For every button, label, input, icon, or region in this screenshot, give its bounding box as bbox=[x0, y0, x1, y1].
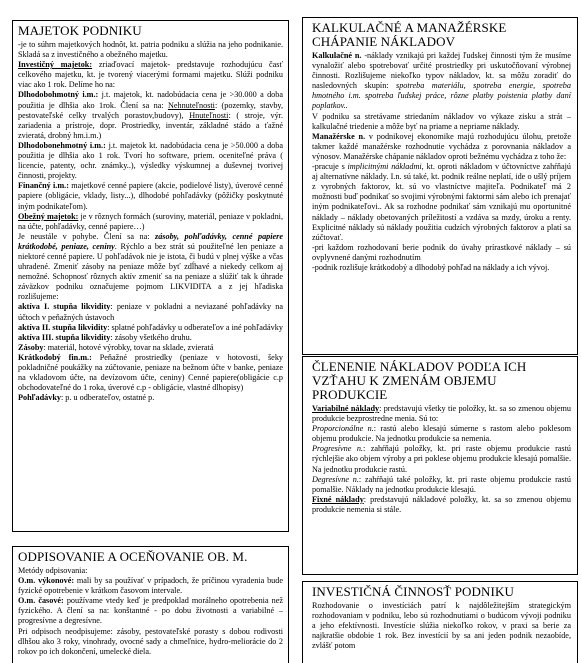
d-label: Degresívne n. bbox=[312, 474, 359, 484]
f-paragraph bbox=[312, 495, 571, 515]
a2-paragraph bbox=[18, 323, 283, 333]
m-bullet-1 bbox=[312, 162, 571, 243]
pr-text: : zahŕňajú položky, kt. pri raste objemu produkcie rastú rýchlejšie ako objem výroby a pri poklese objemu produkcie klesajú pomalšie. Na jednotku produkcie rastú. bbox=[312, 444, 571, 474]
a3-label: aktíva III. stupňa likvidity bbox=[18, 332, 111, 342]
majetok-title: MAJETOK PODNIKU bbox=[18, 23, 142, 38]
ob-text: je v rôznych formách (suroviny, materiál, peniaze v pokladni, na účte, pohľadávky, cenné papiere…) bbox=[18, 211, 283, 231]
k-label: Kalkulačné n. bbox=[312, 51, 362, 60]
f-text: : predstavujú nákladové položky, kt. sa so zmenou objemu produkcie nemenia si stále. bbox=[312, 494, 571, 514]
k-text: -náklady vznikajú pri každej ľudskej činnosti tým že musíme vynaložiť alebo spotrebovať určité prostriedky pri uskutočňovaní výrobnej činnosti. Rozlišujeme niekoľko typov nákladov, kt. sa môžu zoradiť do nasledovných skupín: bbox=[312, 51, 571, 91]
dh-label: Dlhodobohmotný i.m.: bbox=[18, 90, 99, 100]
zas-label: Zásoby bbox=[18, 342, 44, 352]
clenenie-body bbox=[312, 404, 571, 515]
zas-paragraph bbox=[18, 343, 283, 353]
d-text: : zahŕňajú také položky, kt. pri raste objemu produkcie rastú pomalšie. Náklady na jednotku produkcie klesajú. bbox=[312, 474, 571, 494]
a1-label: aktíva I. stupňa likvidity bbox=[18, 302, 111, 312]
m-b1b: , kt. oproti nákladom v účtovníctve zahŕňajú aj alternatívne náklady. I.n. sú také, kt. podnik reálne neplatí, ide o ušlý príjem z vyrobných faktorov, kt. sú vo vlastníctve majiteľa. Podnikateľ má 2 možnosti buď podnikať so svojimi výrobnými faktormi sám alebo ich prenajať iným podnikateľovi.. Ak sa rozhodne podnikať sám vznikajú mu oportunitné náklady – náklady obetovaných príležitostí a vzdáva sa mzdy, úroku a renty. Explicitné náklady sú náklady použitia cudzích výrobných faktorov a platí sa zúčtovať. bbox=[312, 162, 571, 242]
dn-label: Dlhodobonehmotný i.m.: bbox=[18, 140, 106, 150]
ob-p2-italic: zásoby, pohľadávky, cenné papiere krátkodobé, peniaze, ceniny bbox=[18, 231, 283, 251]
vyk-text: mali by sa používať v prípadoch, že príčinou vyradenia bude fyzické opotrebenie v krátkom časovom intervale. bbox=[18, 576, 284, 596]
ob-p2a: Je neustále v pohybe. Člení sa na: bbox=[18, 231, 156, 241]
nehn-text: : (pozemky, stavby, pestovateľské celky trvalých porastov,budovy), bbox=[18, 100, 284, 120]
ob-paragraph-2 bbox=[18, 232, 283, 303]
metody-line: Metódy odpisovania: bbox=[18, 566, 88, 575]
p-label: Proporcionálne n. bbox=[312, 424, 374, 434]
m-bullet-3: -podnik rozlišuje krátkodobý a dlhodobý pohľad na náklady a ich vývoj. bbox=[312, 262, 550, 272]
hnut-label: Hnuteľnosti bbox=[189, 110, 229, 120]
inv-label: Investičný majetok: bbox=[18, 60, 93, 70]
pr-label: Progresívne n. bbox=[312, 444, 363, 454]
investicna-body bbox=[312, 601, 571, 651]
hnut-text: : ( stroje, výr. zariadenia a prístroje, dopr. Prostriedky, inventár, základné stádo a ťažné zvieratá, drobný hm.i.m.) bbox=[18, 110, 284, 140]
nehn-label: Nehnuteľnosti bbox=[167, 100, 215, 110]
m-text: v podnikovej ekonomike majú rozhodujúcu úlohu, pretože takmer každé manažérske rozhodnutie vychádza z porovnania nákladov a výnosov. Manažérske chápanie nákladov oproti bežnému vychádza z toho že: bbox=[312, 131, 571, 161]
p-paragraph bbox=[312, 424, 571, 444]
vyk-paragraph bbox=[18, 576, 283, 596]
m-paragraph bbox=[312, 132, 571, 162]
dh-text: j.t. majetok, kt. nadobúdacia cena je >30.000 a doba použitia je dlhšia ako 1rok. Člení sa na: bbox=[18, 90, 283, 110]
vyk-label: O.m. výkonové: bbox=[18, 576, 75, 586]
dn-text: j.t. majetok kt. nadobúdacia cena je >50.000 a doba použitia je dlhšia ako 1 rok. Tvorí ho software, priem. oceniteľné práva ( licencie, patenty, ochr. známky..), výsledky výskumnej a duševnej tvorivej činnosti, projekty. bbox=[18, 140, 283, 181]
a1-paragraph bbox=[18, 302, 283, 322]
fin-text: majetkové cenné papiere (akcie, podielové listy), úverové cenné papiere (obligácie, vklady, listy...), dlhodobé pohľadávky (pôžičky poskytnuté iným podnikateľom). bbox=[18, 181, 283, 211]
investicna-box bbox=[302, 581, 578, 663]
kr-label: Krátkodobý fin.m.: bbox=[18, 352, 92, 362]
ob-p2b: . Rýchlo a bez strát sú použiteľné len peniaze a niektoré cenné papiere. U pohľadávok nie je istota, či budú v plnej výške a včas uhradené. Zmeniť zásoby na peniaze môže byť zdĺhavé a niekedy celkom aj nemožné. Schopnosť rôznych aktív zmeniť sa na peniaze a slúžiť tak k úhrade záväzkov podniku označujeme pojmom LIKVIDITA a z jej hľadiska rozlišujeme: bbox=[18, 241, 283, 302]
pri-paragraph: Pri odpisoch neodpisujeme: zásoby, pestovateľské porasty s dobou rodivosti dlhšou ako 3 roky, vinohrady, ovocné sady a chmeľnice, hydro-meliorácie do 2 rokov po ich dokončení, umelecké diela. bbox=[18, 626, 283, 656]
m-label: Manažérske n. bbox=[312, 131, 366, 141]
a3-paragraph bbox=[18, 333, 283, 343]
a3-text: : zásoby všetkého druhu. bbox=[110, 332, 192, 342]
dn-paragraph bbox=[18, 141, 283, 181]
kr-text: Peňažné prostriedky (peniaze v hotovosti, šeky pokladničné poukážky na zúčtovanie, peniaze na bežnom účte v banke, peniaze na vkladovom účte, na devízovom účte, ceniny) Cenné papiere(obligácie c.p obchodovateľné do 1 roka, úverové c.p - obligácie, vlastné dlhopisy) bbox=[18, 352, 284, 393]
clenenie-box bbox=[302, 356, 578, 575]
cas-paragraph bbox=[18, 596, 283, 626]
k-paragraph bbox=[312, 51, 571, 112]
inv-paragraph bbox=[18, 60, 283, 90]
odpisovanie-box bbox=[12, 546, 289, 663]
p-text: : rastú alebo klesajú súmerne s rastom alebo poklesom objemu produkcie. Na jednotku produkcie sa nemenia. bbox=[312, 424, 571, 444]
odpisovanie-title: ODPISOVANIE A OCEŇOVANIE OB. M. bbox=[18, 549, 248, 564]
a2-text: : splatné pohľadávky u odberateľov a iné pohľadávky bbox=[107, 322, 283, 332]
cas-label: O.m. časové: bbox=[18, 596, 64, 606]
d-paragraph bbox=[312, 475, 571, 495]
majetok-intro: -je to súhrn majetkových hodnôt, kt. patria podniku a slúžia na jeho podnikanie. Skladá sa z investičného a obežného majetku. bbox=[18, 40, 283, 60]
investicna-title: INVESTIČNÁ ČINNOSŤ PODNIKU bbox=[312, 584, 514, 599]
investicna-text: Rozhodovanie o investíciách patrí k najdôležitejším strategickým rozhodovaniam v podniku, lebo sú rozhodnutiami o budúcom vývoji podniku a jeho efektívnosti. Investície slúžia niekoľko rokov, v praxi sa berie za najkratšie obdobie 1 rok. Bez investícií by sa ani jeden podnik nezaobíde, zvlášť potom bbox=[312, 601, 571, 651]
dh-paragraph bbox=[18, 90, 283, 140]
v-label: Variabilné náklady bbox=[312, 404, 380, 413]
zas-text: : materiál, hotové výrobky, tovar na sklade, zvieratá bbox=[43, 342, 214, 352]
cas-text: používame vtedy keď je predpoklad morálneho opotrebenia než fyzického. A člení sa na: konštantné - po dobu životnosti a variabilné – progresívne a degresívne. bbox=[18, 596, 283, 626]
poh-text: : p. u odberateľov, ostatné p. bbox=[60, 393, 155, 403]
m-bullet-2: -pri každom rozhodovaní berie podnik do úvahy prírastkové náklady – sú ovplyvnené danými rozhodnutím bbox=[312, 242, 571, 262]
poh-paragraph bbox=[18, 393, 283, 403]
kalkulacne-body bbox=[312, 51, 571, 273]
m-b1a: -pracuje s bbox=[312, 162, 348, 172]
inv-text: zriaďovací majetok- predstavuje rozhodujúcu časť celkového majetku, kt. je tvorený viacerými formami majetku. Slúži podniku viac ako 1 rok. Delíme ho na: bbox=[18, 60, 283, 90]
v-paragraph bbox=[312, 404, 571, 424]
kalkulacne-title: KALKULAČNÉ A MANAŽÉRSKE CHÁPANIE NÁKLADOV bbox=[312, 20, 507, 49]
k-italic: spotreba materiálu, spotreba energie, spotreba hmotného i.m. spotreba ľudskej práce, rôzne platby poistenia platby daní poplatkov.. bbox=[312, 81, 571, 111]
kalkulacne-box bbox=[302, 17, 578, 355]
fin-label: Finančný i.m.: bbox=[18, 181, 69, 191]
ob-label: Obežný majetok: bbox=[18, 211, 79, 221]
fin-paragraph bbox=[18, 181, 283, 211]
majetok-box bbox=[12, 20, 289, 532]
m-b1-italic: implicitnými nákladmi bbox=[347, 162, 422, 172]
kr-paragraph bbox=[18, 353, 283, 393]
v-text: : predstavujú všetky tie položky, kt. sa so zmenou objemu produkcie bezprostredne menia. Sú to: bbox=[312, 404, 572, 424]
majetok-body bbox=[18, 40, 283, 403]
a2-label: aktíva II. stupňa likvidity bbox=[18, 322, 108, 332]
poh-label: Pohľadávky bbox=[18, 393, 61, 403]
odpisovanie-body bbox=[18, 566, 283, 657]
clenenie-title: ČLENENIE NÁKLADOV PODĽA ICH VZŤAHU K ZMENÁM OBJEMU PRODUKCIE bbox=[312, 359, 527, 402]
f-label: Fixné náklady bbox=[312, 494, 364, 504]
pr-paragraph bbox=[312, 444, 571, 474]
ob-paragraph bbox=[18, 212, 283, 232]
a1-text: : peniaze v pokladni a neviazané pohľadávky na účtoch v peňažných ústavoch bbox=[18, 302, 283, 322]
k-paragraph-2: V podniku sa stretávame striedaním nákladov vo výkaze zisku a strát – kalkulačné triedenie a môže byť na priame a nepriame náklady. bbox=[312, 111, 571, 131]
